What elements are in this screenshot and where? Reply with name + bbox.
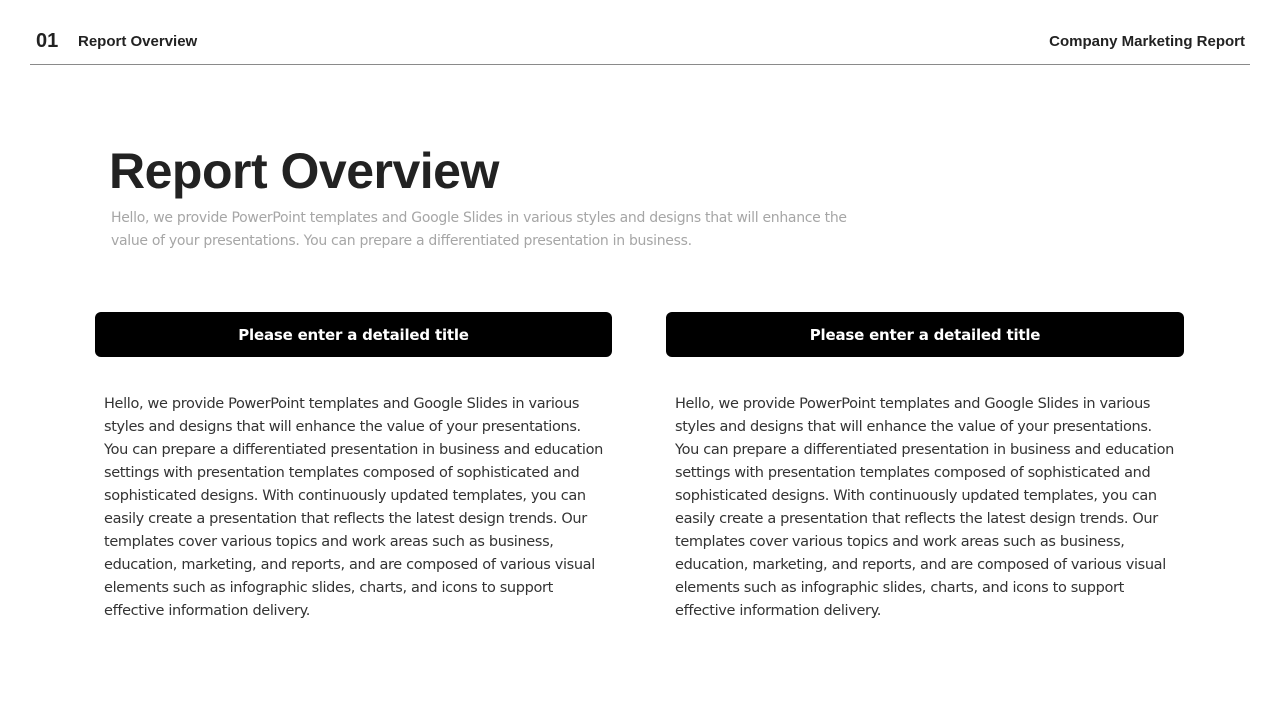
section-title: Report Overview xyxy=(78,33,198,50)
page-title: Report Overview xyxy=(109,143,499,199)
page-header xyxy=(30,0,1250,65)
column-title-bar xyxy=(95,312,612,357)
column-body-text: Hello, we provide PowerPoint templates and Google Slides in various styles and designs that will enhance the value of your presentations. You can prepare a differentiated presentation in business and education settings with presentation templates composed of sophisticated and sophisticated designs. With continuously updated templates, you can easily create a presentation that reflects the latest design trends. Our templates cover various topics and work areas such as business, education, marketing, and reports, and are composed of various visual elements such as infographic slides, charts, and icons to support effective information delivery. xyxy=(104,396,603,619)
content-column-right xyxy=(666,312,1184,623)
column-title: Please enter a detailed title xyxy=(809,325,1041,344)
page-subtitle: Hello, we provide PowerPoint templates and Google Slides in various styles and designs that will enhance the value of your presentations. You can prepare a differentiated presentation in business. xyxy=(111,210,847,249)
column-title: Please enter a detailed title xyxy=(238,325,469,344)
content-column-left xyxy=(95,312,612,623)
column-body-text: Hello, we provide PowerPoint templates and Google Slides in various styles and designs that will enhance the value of your presentations. You can prepare a differentiated presentation in business and education settings with presentation templates composed of sophisticated and sophisticated designs. With continuously updated templates, you can easily create a presentation that reflects the latest design trends. Our templates cover various topics and work areas such as business, education, marketing, and reports, and are composed of various visual elements such as infographic slides, charts, and icons to support effective information delivery. xyxy=(675,396,1174,619)
section-number: 01 xyxy=(36,30,59,52)
report-name: Company Marketing Report xyxy=(1049,33,1245,50)
column-title-bar xyxy=(666,312,1184,357)
